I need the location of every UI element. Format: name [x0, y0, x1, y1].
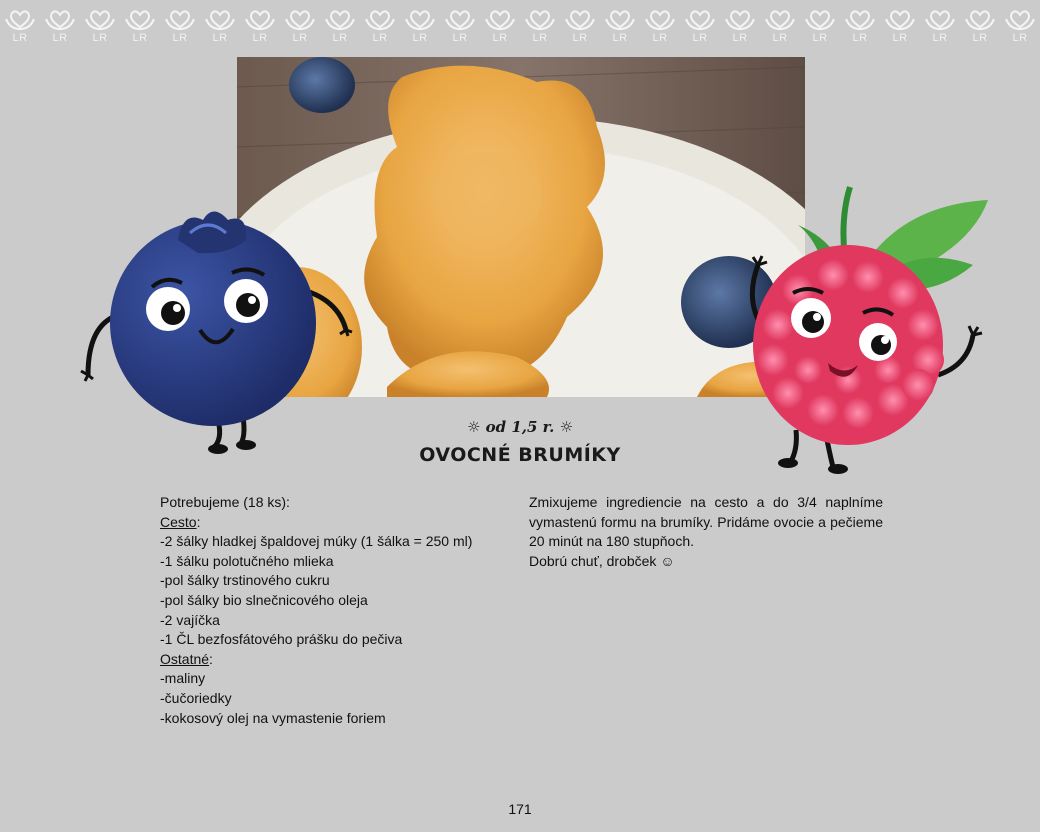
header-brand-text: LR — [292, 31, 308, 44]
header-logo-tile — [800, 0, 840, 50]
heart-hands-icon — [844, 7, 876, 31]
header-brand-text: LR — [892, 31, 908, 44]
ingredient-item: -1 ČL bezfosfátového prášku do pečiva — [160, 631, 403, 648]
heart-hands-icon — [324, 7, 356, 31]
heart-hands-icon — [604, 7, 636, 31]
heart-hands-icon — [684, 7, 716, 31]
header-brand-text: LR — [612, 31, 628, 44]
header-logo-tile — [280, 0, 320, 50]
header-logo-tile — [760, 0, 800, 50]
heart-hands-icon — [724, 7, 756, 31]
heart-hands-icon — [884, 7, 916, 31]
header-logo-tile — [560, 0, 600, 50]
header-brand-text: LR — [652, 31, 668, 44]
header-brand-text: LR — [212, 31, 228, 44]
header-logo-tile — [520, 0, 560, 50]
header-logo-tile — [200, 0, 240, 50]
other-heading: Ostatné — [160, 650, 210, 667]
instructions-column — [529, 493, 883, 571]
heart-hands-icon — [524, 7, 556, 31]
ingredient-item: -čučoriedky — [160, 689, 232, 706]
heart-hands-icon — [804, 7, 836, 31]
header-brand-text: LR — [452, 31, 468, 44]
header-brand-text: LR — [692, 31, 708, 44]
header-logo-tile — [960, 0, 1000, 50]
recipe-title: OVOCNÉ BRUMÍKY — [419, 444, 621, 466]
header-logo-banner — [0, 0, 1040, 50]
header-logo-tile — [600, 0, 640, 50]
header-brand-text: LR — [52, 31, 68, 44]
header-brand-text: LR — [92, 31, 108, 44]
ingredient-item: -2 šálky hladkej špaldovej múky (1 šálka = 250 ml) — [160, 533, 473, 550]
ingredient-item: -maliny — [160, 670, 206, 687]
blueberry-mascot-icon — [78, 205, 358, 465]
ingredients-intro: Potrebujeme (18 ks): — [160, 494, 290, 510]
heart-hands-icon — [364, 7, 396, 31]
ingredient-item: -1 šálku polotučného mlieka — [160, 552, 334, 569]
ingredients-column: Potrebujeme (18 ks): Cesto: -2 šálky hladkej špaldovej múky (1 šálka = 250 ml) -1 šálku polotučného mlieka -pol šálky trstinového cukru -pol šálky bio slnečnicového oleja -2 vajíčka -1 ČL bezfosfátového prášku do pečiva Ostatné: -maliny -čučoriedky -kokosový olej na vymastenie foriem — [160, 493, 520, 728]
heart-hands-icon — [124, 7, 156, 31]
header-brand-text: LR — [812, 31, 828, 44]
age-label: ☼ od 1,5 r. ☼ — [466, 418, 574, 436]
header-logo-tile — [480, 0, 520, 50]
instructions-text: Zmixujeme ingrediencie na cesto a do 3/4 naplníme vymastenú formu na brumíky. Pridáme ovocie a pečieme 20 minút na 180 stupňoch. — [529, 494, 883, 550]
header-brand-text: LR — [492, 31, 508, 44]
heart-hands-icon — [44, 7, 76, 31]
header-brand-text: LR — [332, 31, 348, 44]
closing-text: Dobrú chuť, drobček ☺ — [529, 552, 675, 569]
header-brand-text: LR — [132, 31, 148, 44]
heart-hands-icon — [764, 7, 796, 31]
heart-hands-icon — [84, 7, 116, 31]
header-brand-text: LR — [772, 31, 788, 44]
header-brand-text: LR — [1012, 31, 1028, 44]
heart-hands-icon — [204, 7, 236, 31]
header-logo-tile — [0, 0, 40, 50]
header-logo-tile — [360, 0, 400, 50]
header-logo-tile — [320, 0, 360, 50]
header-logo-tile — [440, 0, 480, 50]
page-number: 171 — [508, 801, 532, 817]
header-logo-tile — [80, 0, 120, 50]
heart-hands-icon — [564, 7, 596, 31]
header-brand-text: LR — [852, 31, 868, 44]
ingredient-item: -2 vajíčka — [160, 611, 220, 628]
header-logo-tile — [920, 0, 960, 50]
header-logo-tile — [40, 0, 80, 50]
heart-hands-icon — [164, 7, 196, 31]
heart-hands-icon — [4, 7, 36, 31]
header-logo-tile — [160, 0, 200, 50]
header-brand-text: LR — [172, 31, 188, 44]
heart-hands-icon — [924, 7, 956, 31]
heart-hands-icon — [1004, 7, 1036, 31]
header-brand-text: LR — [572, 31, 588, 44]
heart-hands-icon — [244, 7, 276, 31]
header-brand-text: LR — [412, 31, 428, 44]
heart-hands-icon — [964, 7, 996, 31]
blueberry-photo-top — [289, 57, 355, 113]
header-logo-tile — [680, 0, 720, 50]
heart-hands-icon — [484, 7, 516, 31]
heart-hands-icon — [284, 7, 316, 31]
raspberry-mascot-icon — [738, 185, 998, 480]
heart-hands-icon — [404, 7, 436, 31]
header-logo-tile — [240, 0, 280, 50]
header-brand-text: LR — [532, 31, 548, 44]
header-logo-tile — [1000, 0, 1040, 50]
dough-heading: Cesto — [160, 513, 197, 530]
header-brand-text: LR — [972, 31, 988, 44]
header-logo-tile — [840, 0, 880, 50]
ingredient-item: -pol šálky bio slnečnicového oleja — [160, 591, 368, 608]
header-logo-tile — [720, 0, 760, 50]
ingredient-item: -kokosový olej na vymastenie foriem — [160, 709, 386, 726]
header-logo-tile — [880, 0, 920, 50]
heart-hands-icon — [644, 7, 676, 31]
header-brand-text: LR — [12, 31, 28, 44]
header-brand-text: LR — [732, 31, 748, 44]
header-brand-text: LR — [252, 31, 268, 44]
header-logo-tile — [640, 0, 680, 50]
heart-hands-icon — [444, 7, 476, 31]
header-brand-text: LR — [372, 31, 388, 44]
header-logo-tile — [400, 0, 440, 50]
header-logo-tile — [120, 0, 160, 50]
ingredient-item: -pol šálky trstinového cukru — [160, 572, 330, 589]
header-brand-text: LR — [932, 31, 948, 44]
